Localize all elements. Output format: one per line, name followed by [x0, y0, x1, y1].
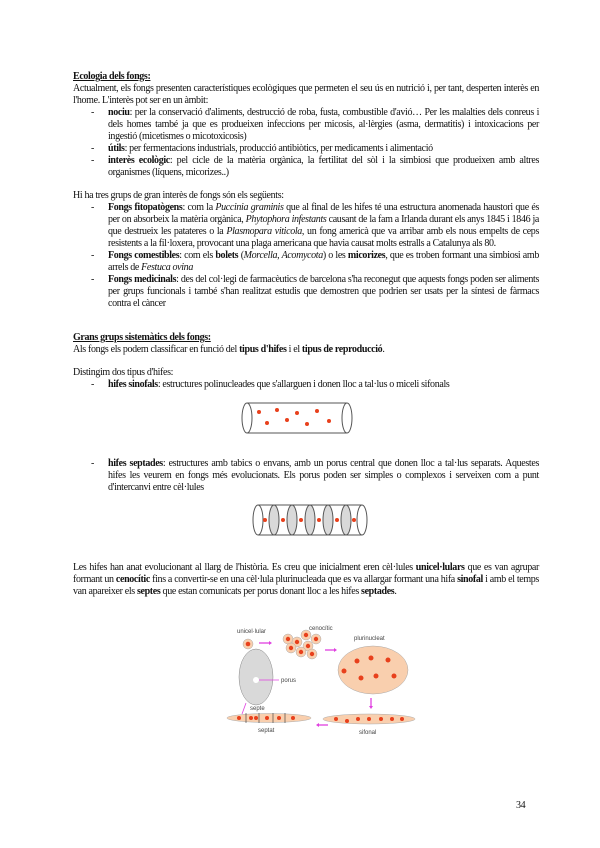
- list-item: - hifes septades: estructures amb tabics o envans, amb un porus central que donen lloc a tal·lus separats. Aquestes hifes les veurem en fongs més evolucionats. Els porus poden ser simples o complexos i serveixen com a punt d'intercanvi entre cèl·lules: [73, 458, 539, 494]
- paragraph: Hi ha tres grups de gran interès de fongs són els següents:: [73, 190, 284, 201]
- label-cenocitic: cenocític: [309, 626, 333, 632]
- section-heading: Grans grups sistemàtics dels fongs:: [73, 332, 211, 343]
- septate-hypha-diagram: [250, 502, 370, 538]
- list-item: - interès ecològic: pel cicle de la matèria orgànica, la fertilitat del sòl i la simbiosi que produeixen amb altres organismes (líquens, micorizes..): [73, 155, 539, 179]
- list-item: - Fongs medicinals: des del col·legi de farmacèutics de barcelona s'ha reconegut que aquests fongs poden ser aliments per grups funcionals i també s'han realitzat estudis que demostren que podrien ser usats per la síntesi de fàrmacs contra el càncer: [73, 274, 539, 310]
- paragraph: Distingim dos tipus d'hifes:: [73, 367, 174, 378]
- paragraph: Les hifes han anat evolucionant al llarg de l'història. Es creu que inicialment eren cèl·lules unicel·lulars que es van agrupar formant un cenocític fins a convertir-se en una cèl·lula plurinucleada que es va allargar formant una hifa sinofal i amb el temps van apareixer els septes que estan comunicats per porus donant lloc a les hifes septades.: [73, 562, 539, 597]
- bullet-list: [73, 458, 539, 494]
- list-item: - útils: per fermentacions industrials, producció antibiòtics, per medicaments i alimentació: [73, 143, 539, 155]
- hyphae-evolution-figure: [221, 618, 421, 738]
- sinofal-hypha-diagram: [237, 399, 357, 439]
- paragraph: Actualment, els fongs presenten característiques ecològiques que permeten el seu ús en nutrició i, per tant, desperten interès en l'home. L'interès pot ser en un àmbit:: [73, 83, 539, 106]
- label-septat: septat: [258, 728, 275, 734]
- label-plurinucleat: plurinucleat: [354, 636, 385, 642]
- list-item: - Fongs comestibles: com els bolets (Morcella, Acomycota) o les micorizes, que es troben formant una simbiosi amb arrels de Festuca ovina: [73, 250, 539, 274]
- label-unicellular: unicel·lular: [237, 629, 267, 635]
- list-item: - hifes sinofals: estructures polinucleades que s'allarguen i donen lloc a tal·lus o miceli sifonals: [73, 379, 539, 391]
- label-septe: septe: [250, 706, 265, 712]
- bullet-list: [73, 379, 539, 391]
- bullet-list: [73, 107, 539, 179]
- list-item: - Fongs fitopatògens: com la Puccinia graminis que al final de les hifes té una estructura anomenada haustori que és per on absorbeix la matèria orgànica, Phytophora infestants causant de la fam a Irlanda durant els anys 1845 i 1846 ja que destrueix les patateres o la Plasmopara viticola, un fong americà que va arribar amb els nous empelts de ceps resistents a la fil·loxera, provocant una plaga americana que havia causat molts estralls a Catalunya als 80.: [73, 202, 539, 250]
- section-heading: Ecologia dels fongs:: [73, 71, 151, 82]
- document-page: [73, 71, 539, 738]
- list-item: - nociu: per la conservació d'aliments, destrucció de roba, fusta, combustible d'avió… Per les malalties dels conreus i dels homes també ja que es produeixen infeccions per micosis, al·lèrgies (asma, dermatitis) i intoxicacions per ingestió (micetismes o micotoxicosis): [73, 107, 539, 143]
- label-porus: porus: [281, 678, 297, 684]
- page-number: 34: [516, 800, 526, 811]
- label-sifonal: sifonal: [359, 730, 377, 736]
- paragraph: Als fongs els podem classificar en funció del tipus d'hifes i el tipus de reproducció.: [73, 344, 385, 355]
- bullet-list: [73, 202, 539, 310]
